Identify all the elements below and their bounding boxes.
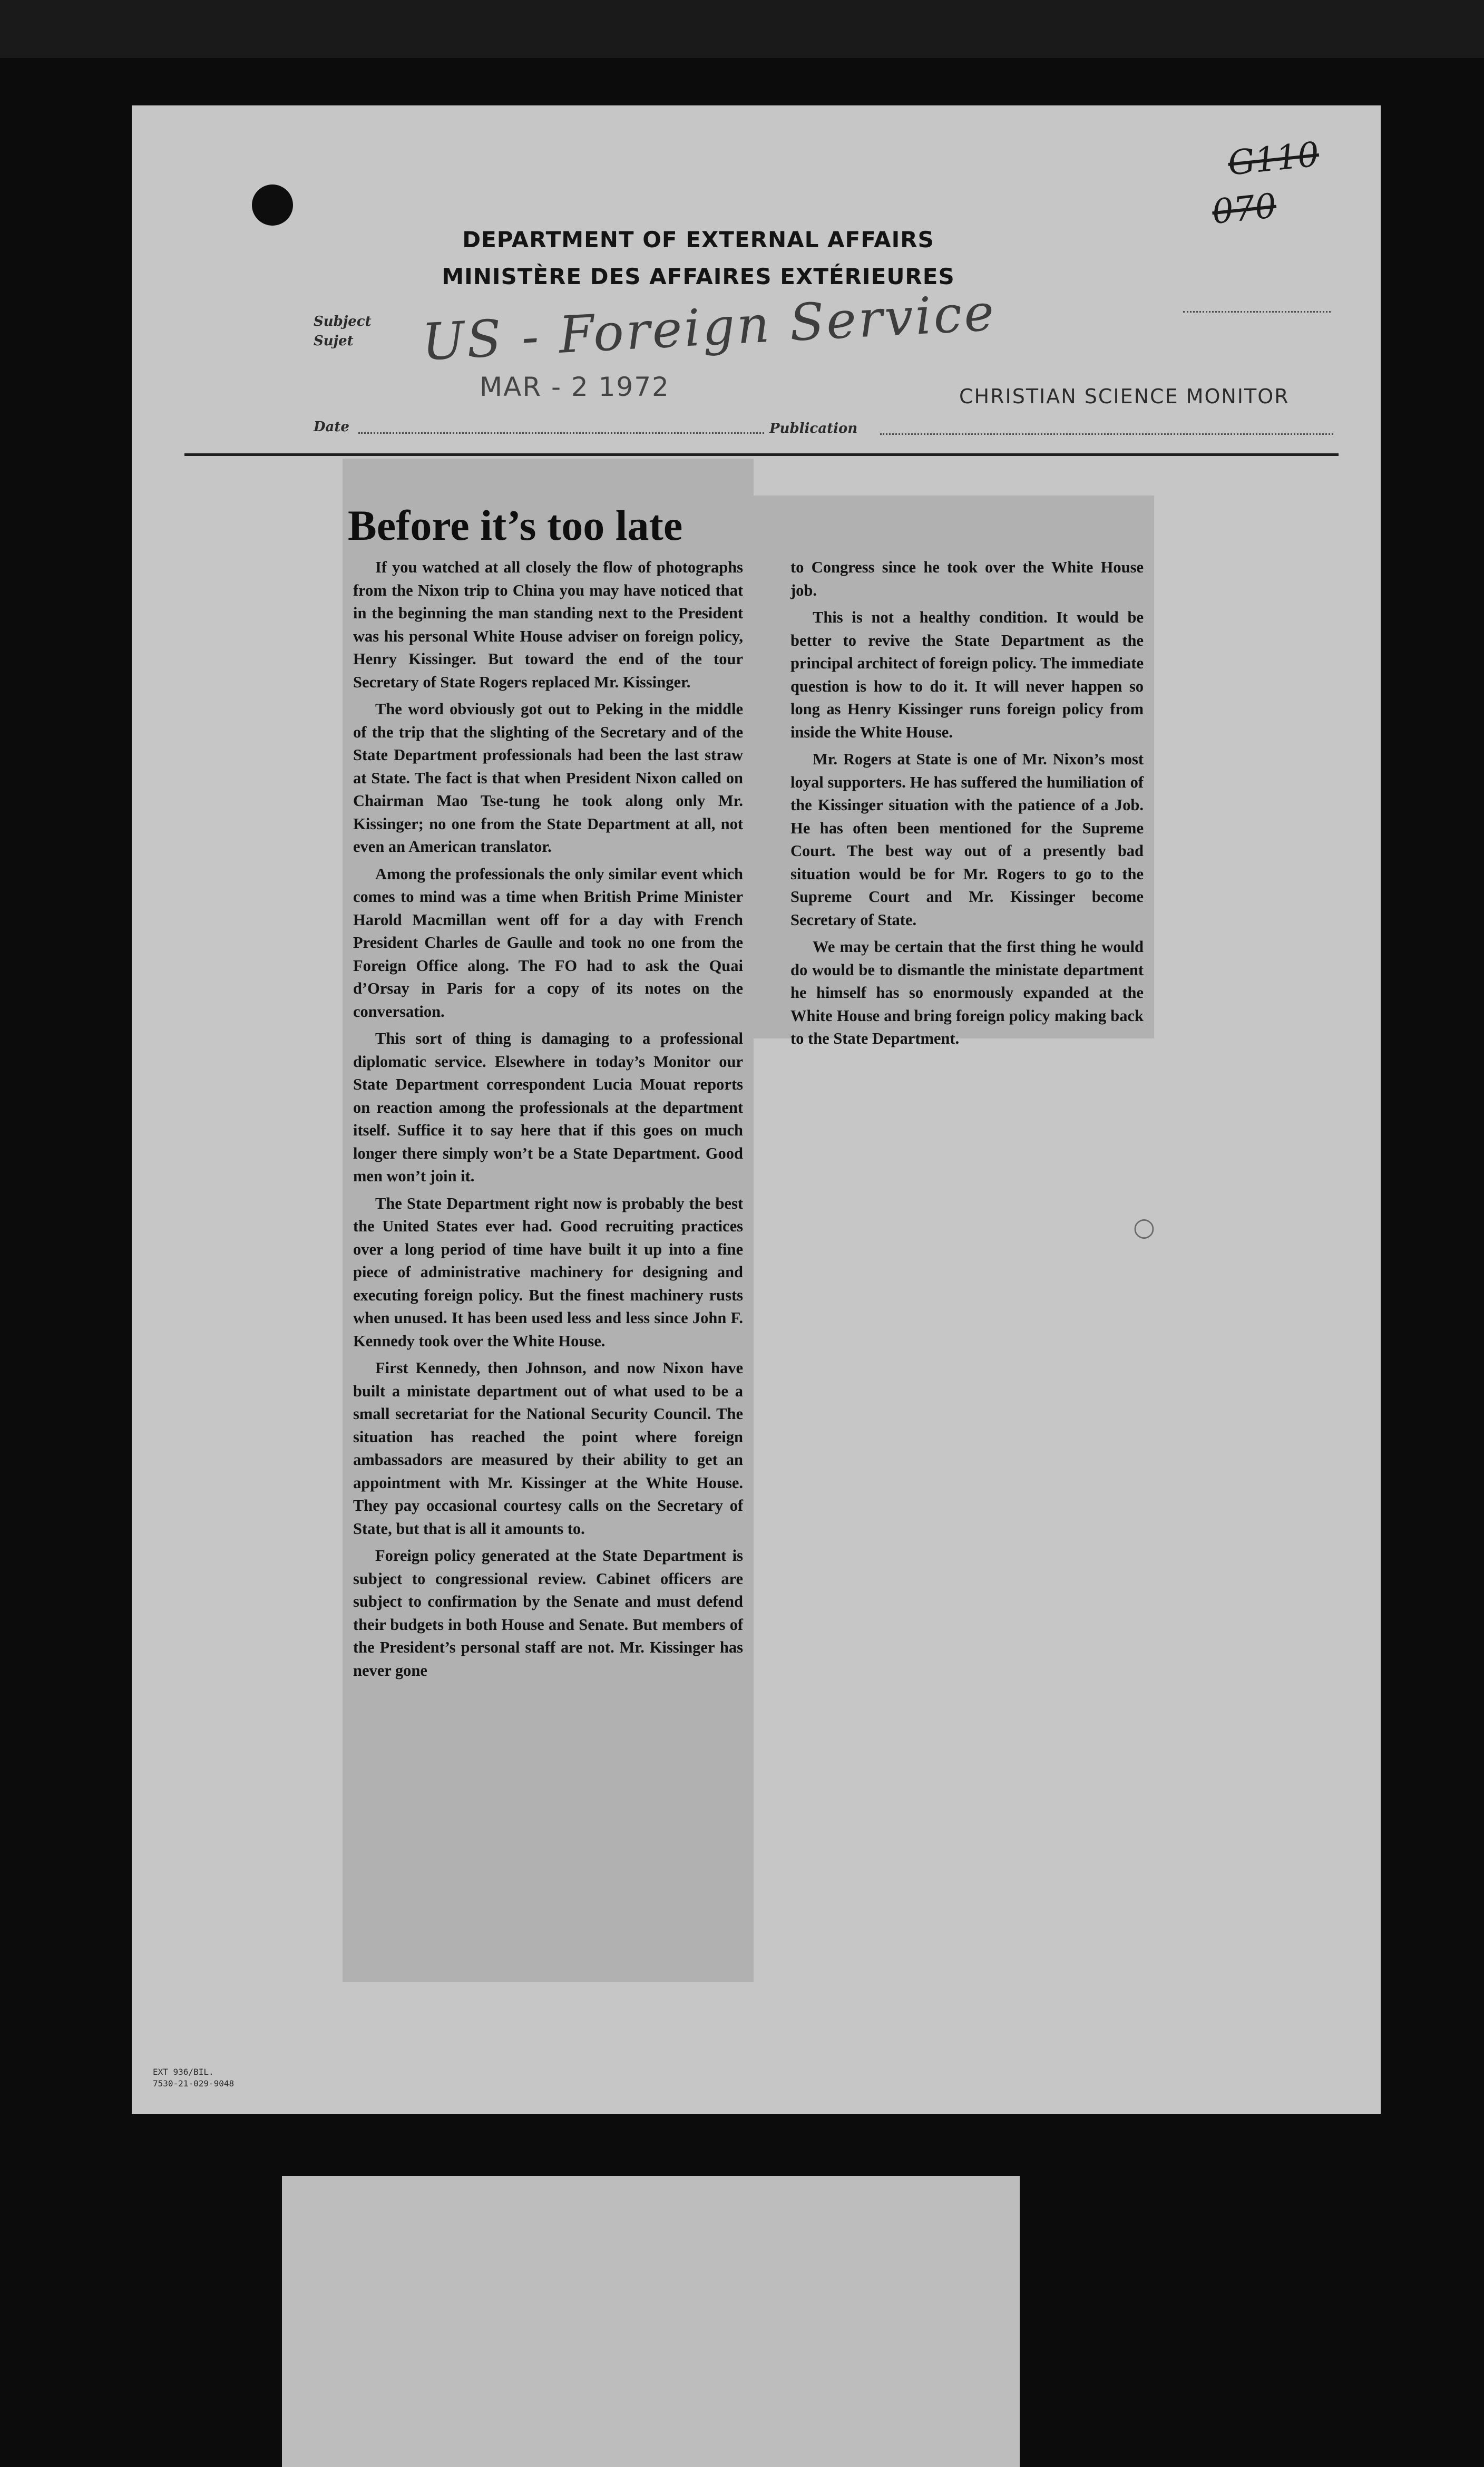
article-paragraph: The word obviously got out to Peking in the middle of the trip that the slighting of the Secretary and of the State Department professionals had been the last straw at State. The fact is that when President Nixon called on Chairman Mao Tse-tung he took along only Mr. Kissinger; no one from the State Department at all, not even an American translator. <box>353 700 743 856</box>
underlying-page <box>282 2176 1020 2467</box>
file-code-1: G110 <box>1226 135 1321 183</box>
file-code-2: 070 <box>1210 186 1278 232</box>
article-paragraph: First Kennedy, then Johnson, and now Nixon have built a ministate department out of what used to be a small secretariat for the National Security Council. The situation has reached the point where foreign ambassadors are measured by their ability to get an appointment with Mr. Kissinger at the White House. They pay occasional courtesy calls on the Secretary of State, but that is all it amounts to. <box>353 1359 743 1538</box>
date-stamp: MAR - 2 1972 <box>480 372 670 402</box>
article-paragraph: This sort of thing is damaging to a professional diplomatic service. Elsewhere in today’s Monitor our State Department correspondent Lucia Mouat reports on reaction among the professionals at the department itself. Suffice it to say here that if this goes on much longer there simply won’t be a State Department. Good men won’t join it. <box>353 1029 743 1185</box>
article-paragraph: This is not a healthy condition. It would be better to revive the State Department as the principal architect of foreign policy. The immediate question is how to do it. It will never happen so long as Henry Kissinger runs foreign policy from inside the White House. <box>790 608 1144 741</box>
pencil-circle-mark: ○ <box>1133 1212 1155 1242</box>
article-paragraph: We may be certain that the first thing he would do would be to dismantle the ministate department he himself has so enormously expanded at the White House and bring foreign policy making back to the State Department. <box>790 938 1144 1047</box>
publication-label: Publication <box>769 421 858 436</box>
article-paragraph: to Congress since he took over the White House job. <box>790 558 1144 599</box>
article-paragraph: Among the professionals the only similar event which comes to mind was a time when British Prime Minister Harold Macmillan went off for a day with French President Charles de Gaulle and took no one from the Foreign Office along. The FO had to ask the Quai d’Orsay in Paris for a copy of its notes on the conversation. <box>353 865 743 1021</box>
article-column-left <box>353 556 743 1686</box>
article-headline: Before it’s too late <box>348 501 683 549</box>
publication-name: CHRISTIAN SCIENCE MONITOR <box>959 385 1290 408</box>
article-paragraph: The State Department right now is probably the best the United States ever had. Good recruiting practices over a long period of time have built it up into a fine piece of administrative machinery for designing and executing foreign policy. But the finest machinery rusts when unused. It has been used less and less since John F. Kennedy took over the White House. <box>353 1194 743 1350</box>
article-paragraph: If you watched at all closely the flow of photographs from the Nixon trip to China you may have noticed that in the beginning the man standing next to the President was his personal White House adviser on foreign policy, Henry Kissinger. But toward the end of the tour Secretary of State Rogers replaced Mr. Kissinger. <box>353 558 743 691</box>
clipping-form-sheet <box>132 105 1381 2114</box>
header-rule <box>184 453 1339 456</box>
film-edge <box>0 0 1484 58</box>
article-column-right <box>790 556 1144 1055</box>
publication-line <box>880 433 1333 435</box>
form-code: EXT 936/BIL. 7530-21-029-9048 <box>153 2067 235 2089</box>
department-title-en: DEPARTMENT OF EXTERNAL AFFAIRS <box>462 227 934 252</box>
subject-line-right <box>1183 311 1331 313</box>
article-paragraph: Foreign policy generated at the State Department is subject to congressional review. Cabinet officers are subject to confirmation by the Senate and must defend their budgets in both House and Senate. But members of the President’s personal staff are not. Mr. Kissinger has never gone <box>353 1547 743 1679</box>
punch-hole <box>252 184 293 226</box>
subject-handwriting: US - Foreign Service <box>420 283 998 372</box>
subject-label-fr: Sujet <box>314 333 354 349</box>
date-line <box>358 432 764 434</box>
department-title-fr: MINISTÈRE DES AFFAIRES EXTÉRIEURES <box>442 264 955 289</box>
subject-label: Subject <box>314 314 372 329</box>
article-paragraph: Mr. Rogers at State is one of Mr. Nixon’s most loyal supporters. He has suffered the humiliation of the Kissinger situation with the patience of a Job. He has often been mentioned for the Supreme Court. The best way out of a presently bad situation would be for Mr. Rogers to go to the Supreme Court and Mr. Kissinger become Secretary of State. <box>790 750 1144 929</box>
date-label: Date <box>314 419 349 435</box>
